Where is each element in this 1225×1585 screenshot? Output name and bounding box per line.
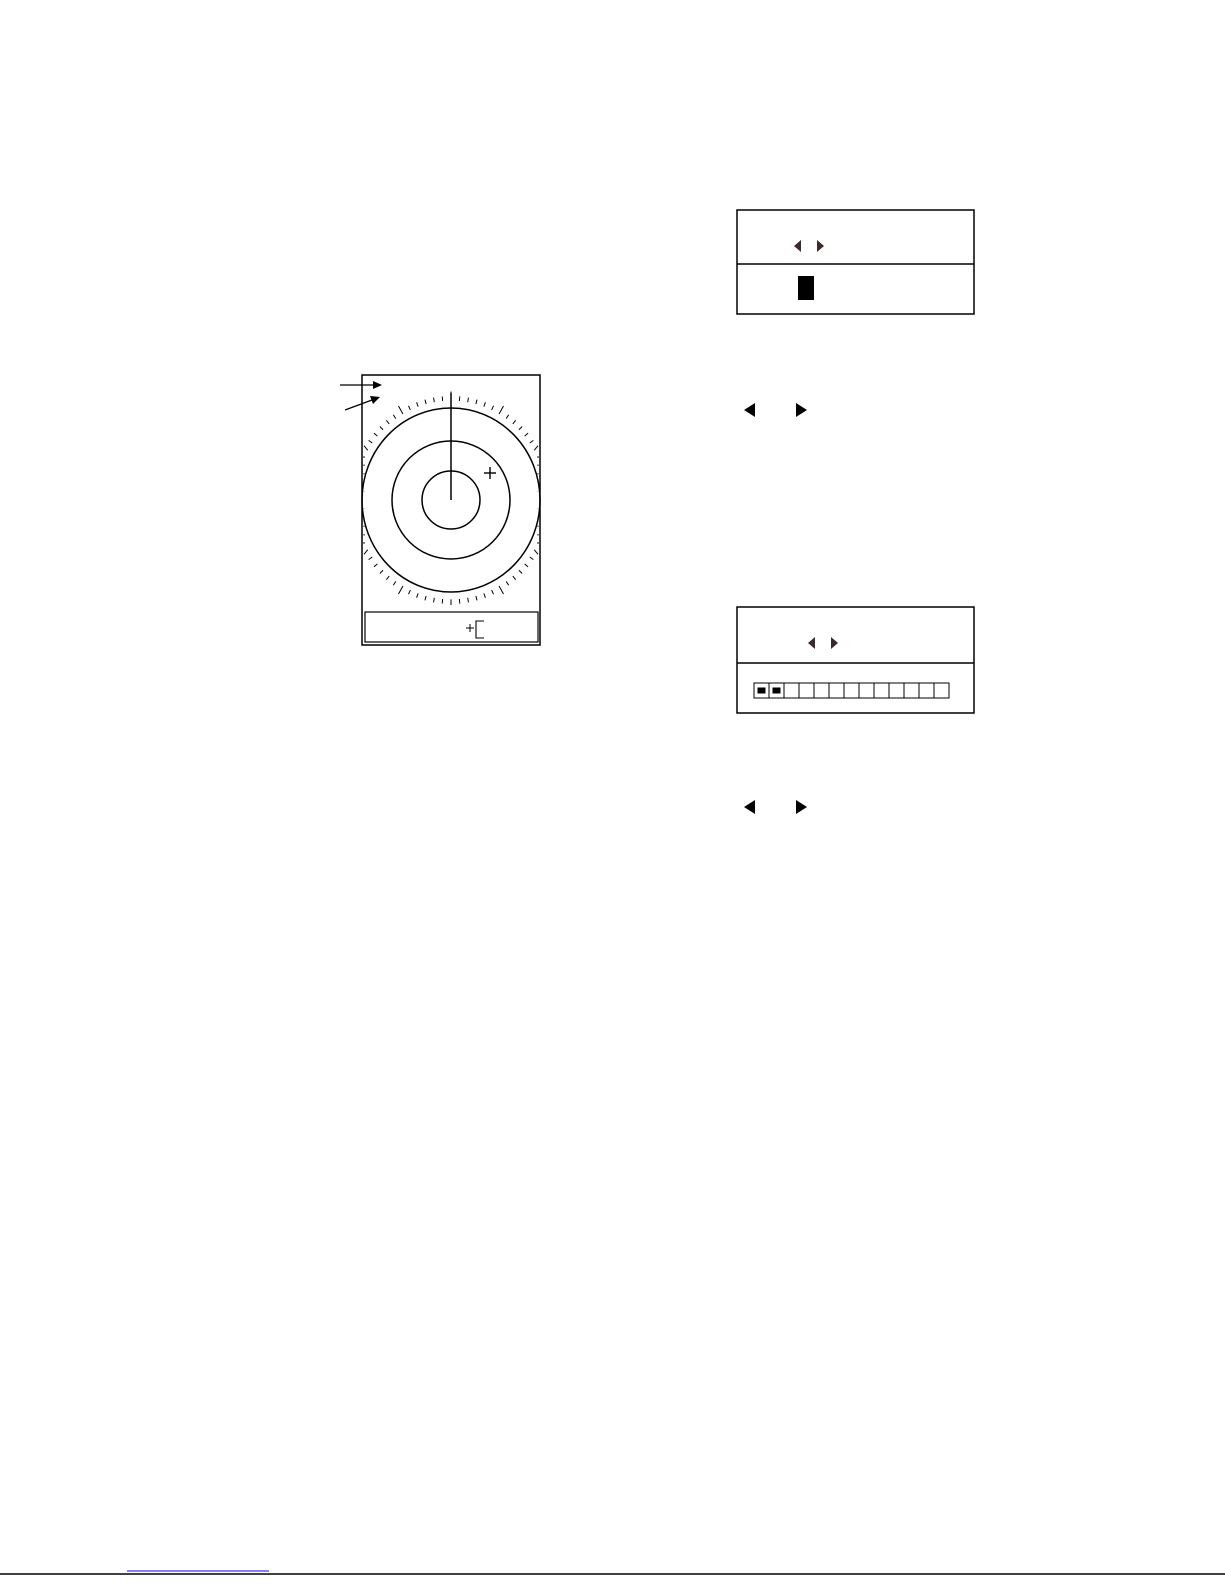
level-segment: [784, 683, 799, 698]
bearing-tick: [506, 581, 509, 585]
menu-box-top: [737, 210, 974, 314]
bearing-tick: [364, 550, 368, 555]
bearing-tick: [374, 433, 377, 436]
bearing-tick: [534, 550, 538, 555]
level-segment: [934, 683, 949, 698]
bearing-tick: [476, 596, 477, 600]
bearing-tick: [393, 581, 396, 585]
level-segment: [859, 683, 874, 698]
bearing-tick: [380, 570, 383, 573]
radar-info-box: [365, 612, 538, 642]
left-key-icon: [744, 403, 755, 417]
level-bar: [754, 683, 949, 698]
radar-display: [340, 375, 540, 645]
bearing-tick: [398, 586, 402, 594]
bearing-tick: [513, 420, 516, 424]
bearing-tick: [364, 446, 368, 451]
bearing-tick: [506, 415, 509, 419]
bearing-tick: [425, 400, 426, 404]
bearing-tick: [492, 406, 494, 410]
left-triangle-icon: [808, 637, 815, 649]
bearing-tick: [530, 440, 534, 443]
bearing-tick: [408, 590, 410, 594]
bearing-tick: [386, 420, 389, 424]
level-segment-fill: [773, 688, 781, 694]
bearing-tick: [468, 398, 469, 403]
right-key-icon: [796, 403, 807, 417]
bearing-tick: [434, 598, 435, 603]
level-segment: [919, 683, 934, 698]
level-segment: [799, 683, 814, 698]
offcenter-symbol-icon: [466, 621, 484, 638]
right-key-icon: [796, 800, 807, 814]
level-segment: [814, 683, 829, 698]
bearing-tick: [417, 402, 419, 406]
bearing-tick: [408, 406, 410, 410]
bearing-tick: [484, 402, 486, 406]
level-segment-fill: [758, 688, 766, 694]
bearing-tick: [525, 564, 528, 567]
bearing-tick: [374, 564, 377, 567]
menu-box-bottom: [737, 607, 974, 713]
cursor-plus-icon: [484, 467, 496, 479]
left-key-icon: [744, 800, 755, 814]
key-hint-bottom: [744, 800, 807, 814]
bearing-tick: [513, 576, 516, 580]
bearing-tick: [425, 596, 426, 600]
level-segment: [829, 683, 844, 698]
bearing-tick: [468, 598, 469, 603]
left-triangle-icon: [794, 240, 801, 252]
bearing-tick: [386, 576, 389, 580]
level-segment: [889, 683, 904, 698]
bearing-tick: [525, 433, 528, 436]
bearing-tick: [434, 398, 435, 403]
cursor-block: [798, 276, 814, 300]
bearing-tick: [380, 426, 383, 429]
bearing-tick: [492, 590, 494, 594]
right-triangle-icon: [831, 637, 838, 649]
bearing-tick: [369, 557, 373, 560]
level-segment: [844, 683, 859, 698]
bearing-tick: [369, 440, 373, 443]
bearing-tick: [519, 426, 522, 429]
bearing-tick: [476, 400, 477, 404]
bearing-tick: [519, 570, 522, 573]
bearing-tick: [534, 446, 538, 451]
bearing-tick: [393, 415, 396, 419]
callout-arrow-top: [340, 381, 382, 389]
bearing-tick: [499, 406, 503, 414]
key-hint-top: [744, 403, 807, 417]
bearing-tick: [530, 557, 534, 560]
bearing-tick: [484, 593, 486, 597]
right-triangle-icon: [817, 240, 824, 252]
level-segment: [904, 683, 919, 698]
bearing-tick: [499, 586, 503, 594]
level-segment: [874, 683, 889, 698]
bearing-tick: [398, 406, 402, 414]
bearing-tick: [417, 593, 419, 597]
